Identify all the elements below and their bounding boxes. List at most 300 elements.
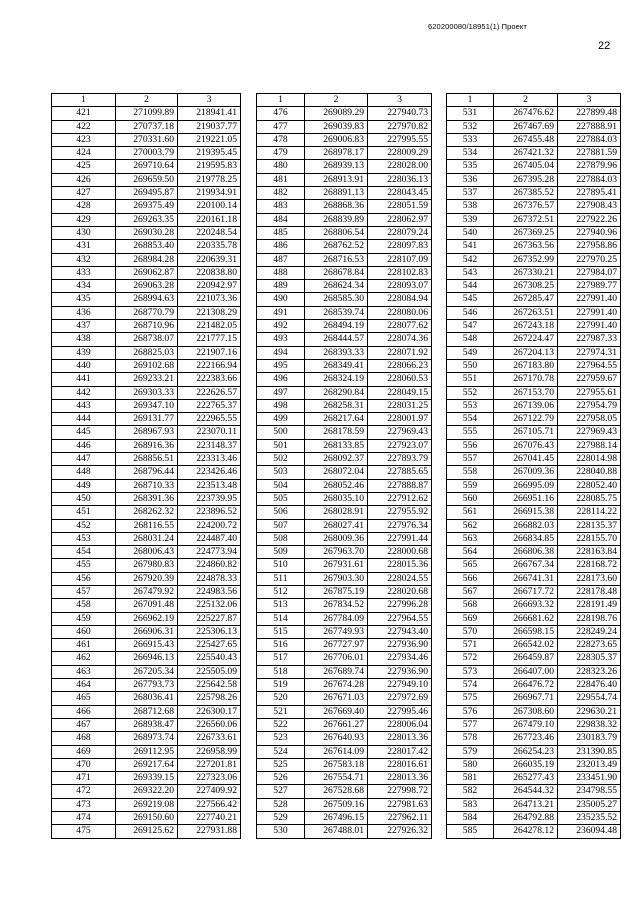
point-number: 452	[52, 519, 116, 532]
table-row	[257, 745, 432, 758]
y-coordinate: 227989.77	[558, 280, 621, 293]
point-number: 486	[257, 240, 305, 253]
y-coordinate: 228114.22	[558, 506, 621, 519]
table-row	[447, 572, 621, 585]
x-coordinate: 269112.95	[116, 745, 178, 758]
table-row	[447, 147, 621, 160]
x-coordinate: 267455.48	[494, 133, 558, 146]
point-number: 479	[257, 147, 305, 160]
x-coordinate: 264278.12	[494, 825, 558, 838]
x-coordinate: 267139.06	[494, 399, 558, 412]
table-row	[257, 679, 432, 692]
point-number: 500	[257, 426, 305, 439]
x-coordinate: 266459.87	[494, 652, 558, 665]
y-coordinate: 227976.34	[368, 519, 432, 532]
x-coordinate: 268973.74	[116, 732, 178, 745]
table-row	[257, 120, 432, 133]
table-row	[257, 266, 432, 279]
column-header: 1	[257, 94, 305, 107]
x-coordinate: 269659.50	[116, 173, 178, 186]
y-coordinate: 228031.25	[368, 399, 432, 412]
x-coordinate: 266035.19	[494, 758, 558, 771]
y-coordinate: 219221.05	[178, 133, 241, 146]
point-number: 441	[52, 373, 116, 386]
point-number: 565	[447, 559, 494, 572]
x-coordinate: 269710.64	[116, 160, 178, 173]
point-number: 496	[257, 373, 305, 386]
x-coordinate: 266717.72	[494, 585, 558, 598]
x-coordinate: 268052.46	[305, 479, 368, 492]
table-row	[52, 453, 241, 466]
y-coordinate: 227323.06	[178, 772, 241, 785]
table-row	[257, 226, 432, 239]
table-row	[257, 572, 432, 585]
x-coordinate: 268539.74	[305, 306, 368, 319]
y-coordinate: 228198.76	[558, 612, 621, 625]
x-coordinate: 268716.53	[305, 253, 368, 266]
x-coordinate: 269347.10	[116, 399, 178, 412]
table-row	[52, 293, 241, 306]
table-row	[257, 506, 432, 519]
table-row	[52, 612, 241, 625]
point-number: 501	[257, 439, 305, 452]
y-coordinate: 223513.48	[178, 479, 241, 492]
table-row	[52, 599, 241, 612]
point-number: 579	[447, 745, 494, 758]
y-coordinate: 227991.40	[558, 293, 621, 306]
x-coordinate: 268349.41	[305, 359, 368, 372]
y-coordinate: 227995.55	[368, 133, 432, 146]
point-number: 485	[257, 226, 305, 239]
y-coordinate: 227943.40	[368, 625, 432, 638]
point-number: 468	[52, 732, 116, 745]
table-row	[52, 187, 241, 200]
point-number: 450	[52, 492, 116, 505]
point-number: 517	[257, 652, 305, 665]
point-number: 464	[52, 679, 116, 692]
point-number: 563	[447, 532, 494, 545]
y-coordinate: 228155.70	[558, 532, 621, 545]
table-row	[447, 546, 621, 559]
x-coordinate: 267671.03	[305, 692, 368, 705]
x-coordinate: 267385.52	[494, 187, 558, 200]
y-coordinate: 228066.23	[368, 359, 432, 372]
point-number: 427	[52, 187, 116, 200]
x-coordinate: 271099.89	[116, 107, 178, 120]
column-header: 2	[116, 94, 178, 107]
point-number: 555	[447, 426, 494, 439]
point-number: 537	[447, 187, 494, 200]
table-row	[52, 413, 241, 426]
table-row	[257, 373, 432, 386]
x-coordinate: 269030.28	[116, 226, 178, 239]
y-coordinate: 222765.37	[178, 399, 241, 412]
table-row	[447, 492, 621, 505]
x-coordinate: 267920.39	[116, 572, 178, 585]
table-row	[52, 306, 241, 319]
x-coordinate: 268290.84	[305, 386, 368, 399]
x-coordinate: 267479.10	[494, 718, 558, 731]
table-row	[52, 798, 241, 811]
point-number: 430	[52, 226, 116, 239]
point-number: 578	[447, 732, 494, 745]
table-row	[447, 679, 621, 692]
table-row	[52, 333, 241, 346]
y-coordinate: 228016.61	[368, 758, 432, 771]
x-coordinate: 267105.71	[494, 426, 558, 439]
y-coordinate: 224487.40	[178, 532, 241, 545]
y-coordinate: 224773.94	[178, 546, 241, 559]
point-number: 511	[257, 572, 305, 585]
point-number: 560	[447, 492, 494, 505]
y-coordinate: 224878.33	[178, 572, 241, 585]
y-coordinate: 222626.57	[178, 386, 241, 399]
point-number: 476	[257, 107, 305, 120]
y-coordinate: 228020.68	[368, 585, 432, 598]
table-row	[52, 585, 241, 598]
y-coordinate: 227958.05	[558, 413, 621, 426]
point-number: 573	[447, 665, 494, 678]
table-row	[52, 532, 241, 545]
y-coordinate: 220942.97	[178, 280, 241, 293]
table-row	[447, 133, 621, 146]
point-number: 541	[447, 240, 494, 253]
point-number: 434	[52, 280, 116, 293]
x-coordinate: 267496.15	[305, 812, 368, 825]
x-coordinate: 267488.01	[305, 825, 368, 838]
table-row	[447, 160, 621, 173]
table-row	[52, 373, 241, 386]
x-coordinate: 269039.83	[305, 120, 368, 133]
point-number: 503	[257, 466, 305, 479]
y-coordinate: 228476.40	[558, 679, 621, 692]
coordinates-table-2	[256, 93, 432, 839]
point-number: 540	[447, 226, 494, 239]
x-coordinate: 267205.34	[116, 665, 178, 678]
y-coordinate: 228093.07	[368, 280, 432, 293]
y-coordinate: 227955.61	[558, 386, 621, 399]
y-coordinate: 228074.36	[368, 333, 432, 346]
y-coordinate: 228071.92	[368, 346, 432, 359]
table-row	[257, 386, 432, 399]
point-number: 499	[257, 413, 305, 426]
table-row	[447, 652, 621, 665]
table-header-row	[257, 94, 432, 107]
point-number: 428	[52, 200, 116, 213]
point-number: 453	[52, 532, 116, 545]
table-row	[447, 732, 621, 745]
y-coordinate: 223148.37	[178, 439, 241, 452]
table-row	[257, 705, 432, 718]
y-coordinate: 232013.49	[558, 758, 621, 771]
point-number: 542	[447, 253, 494, 266]
point-number: 584	[447, 812, 494, 825]
table-row	[257, 359, 432, 372]
y-coordinate: 221482.05	[178, 320, 241, 333]
point-number: 493	[257, 333, 305, 346]
y-coordinate: 227955.92	[368, 506, 432, 519]
y-coordinate: 228323.26	[558, 665, 621, 678]
x-coordinate: 266693.32	[494, 599, 558, 612]
y-coordinate: 228084.94	[368, 293, 432, 306]
point-number: 440	[52, 359, 116, 372]
x-coordinate: 267784.09	[305, 612, 368, 625]
x-coordinate: 268853.40	[116, 240, 178, 253]
y-coordinate: 225306.13	[178, 625, 241, 638]
point-number: 436	[52, 306, 116, 319]
coordinates-table-1	[51, 93, 241, 839]
y-coordinate: 227888.87	[368, 479, 432, 492]
table-row	[447, 798, 621, 811]
x-coordinate: 267330.21	[494, 266, 558, 279]
table-row	[257, 732, 432, 745]
x-coordinate: 269322.20	[116, 785, 178, 798]
table-row	[447, 320, 621, 333]
table-row	[447, 745, 621, 758]
y-coordinate: 228273.65	[558, 639, 621, 652]
x-coordinate: 267706.01	[305, 652, 368, 665]
table-row	[447, 692, 621, 705]
y-coordinate: 228062.97	[368, 213, 432, 226]
x-coordinate: 266476.72	[494, 679, 558, 692]
y-coordinate: 224200.72	[178, 519, 241, 532]
table-row	[52, 399, 241, 412]
x-coordinate: 267528.68	[305, 785, 368, 798]
y-coordinate: 223070.11	[178, 426, 241, 439]
x-coordinate: 267224.47	[494, 333, 558, 346]
y-coordinate: 227912.62	[368, 492, 432, 505]
table-row	[52, 160, 241, 173]
table-row	[447, 413, 621, 426]
y-coordinate: 226560.06	[178, 718, 241, 731]
point-number: 472	[52, 785, 116, 798]
y-coordinate: 227962.11	[368, 812, 432, 825]
x-coordinate: 268710.96	[116, 320, 178, 333]
table-row	[447, 306, 621, 319]
x-coordinate: 269233.21	[116, 373, 178, 386]
point-number: 456	[52, 572, 116, 585]
y-coordinate: 225427.65	[178, 639, 241, 652]
y-coordinate: 227940.73	[368, 107, 432, 120]
table-row	[447, 612, 621, 625]
x-coordinate: 267009.36	[494, 466, 558, 479]
table-row	[52, 479, 241, 492]
table-row	[447, 772, 621, 785]
point-number: 502	[257, 453, 305, 466]
table-header-row	[447, 94, 621, 107]
x-coordinate: 268738.07	[116, 333, 178, 346]
table-row	[52, 732, 241, 745]
column-header: 3	[368, 94, 432, 107]
y-coordinate: 227996.28	[368, 599, 432, 612]
point-number: 519	[257, 679, 305, 692]
table-row	[257, 107, 432, 120]
x-coordinate: 268444.57	[305, 333, 368, 346]
table-row	[257, 147, 432, 160]
point-number: 570	[447, 625, 494, 638]
point-number: 515	[257, 625, 305, 638]
x-coordinate: 267041.45	[494, 453, 558, 466]
point-number: 556	[447, 439, 494, 452]
table-row	[52, 359, 241, 372]
point-number: 461	[52, 639, 116, 652]
x-coordinate: 268391.36	[116, 492, 178, 505]
y-coordinate: 227981.63	[368, 798, 432, 811]
y-coordinate: 224860.82	[178, 559, 241, 572]
x-coordinate: 264792.88	[494, 812, 558, 825]
x-coordinate: 269217.64	[116, 758, 178, 771]
table-row	[52, 133, 241, 146]
point-number: 474	[52, 812, 116, 825]
y-coordinate: 227988.14	[558, 439, 621, 452]
y-coordinate: 227879.96	[558, 160, 621, 173]
point-number: 553	[447, 399, 494, 412]
x-coordinate: 267153.70	[494, 386, 558, 399]
x-coordinate: 268624.34	[305, 280, 368, 293]
point-number: 568	[447, 599, 494, 612]
x-coordinate: 267674.28	[305, 679, 368, 692]
x-coordinate: 268324.19	[305, 373, 368, 386]
table-row	[257, 346, 432, 359]
table-row	[257, 187, 432, 200]
x-coordinate: 267122.79	[494, 413, 558, 426]
table-row	[257, 599, 432, 612]
table-row	[52, 253, 241, 266]
table-row	[447, 107, 621, 120]
point-number: 536	[447, 173, 494, 186]
point-number: 561	[447, 506, 494, 519]
point-number: 424	[52, 147, 116, 160]
y-coordinate: 227991.40	[558, 320, 621, 333]
table-row	[52, 625, 241, 638]
x-coordinate: 267689.74	[305, 665, 368, 678]
point-number: 525	[257, 758, 305, 771]
point-number: 545	[447, 293, 494, 306]
point-number: 469	[52, 745, 116, 758]
y-coordinate: 226733.61	[178, 732, 241, 745]
x-coordinate: 267980.83	[116, 559, 178, 572]
x-coordinate: 267363.56	[494, 240, 558, 253]
table-row	[52, 745, 241, 758]
x-coordinate: 270003.79	[116, 147, 178, 160]
table-row	[447, 506, 621, 519]
table-row	[52, 679, 241, 692]
table-row	[52, 320, 241, 333]
point-number: 518	[257, 665, 305, 678]
y-coordinate: 228191.49	[558, 599, 621, 612]
y-coordinate: 227885.65	[368, 466, 432, 479]
x-coordinate: 267308.60	[494, 705, 558, 718]
y-coordinate: 228006.04	[368, 718, 432, 731]
point-number: 451	[52, 506, 116, 519]
y-coordinate: 228107.09	[368, 253, 432, 266]
x-coordinate: 267903.30	[305, 572, 368, 585]
table-row	[257, 453, 432, 466]
x-coordinate: 267091.48	[116, 599, 178, 612]
x-coordinate: 267661.27	[305, 718, 368, 731]
point-number: 554	[447, 413, 494, 426]
point-number: 498	[257, 399, 305, 412]
x-coordinate: 267308.25	[494, 280, 558, 293]
x-coordinate: 268916.36	[116, 439, 178, 452]
y-coordinate: 228080.06	[368, 306, 432, 319]
table-row	[257, 532, 432, 545]
x-coordinate: 266806.38	[494, 546, 558, 559]
point-number: 557	[447, 453, 494, 466]
point-number: 574	[447, 679, 494, 692]
y-coordinate: 228000.68	[368, 546, 432, 559]
coordinates-table-3	[446, 93, 621, 839]
y-coordinate: 222383.66	[178, 373, 241, 386]
x-coordinate: 268868.36	[305, 200, 368, 213]
table-row	[447, 280, 621, 293]
x-coordinate: 269150.60	[116, 812, 178, 825]
x-coordinate: 269062.87	[116, 266, 178, 279]
table-row	[447, 373, 621, 386]
y-coordinate: 228173.60	[558, 572, 621, 585]
point-number: 582	[447, 785, 494, 798]
table-row	[257, 665, 432, 678]
x-coordinate: 268217.64	[305, 413, 368, 426]
x-coordinate: 267509.16	[305, 798, 368, 811]
x-coordinate: 268770.79	[116, 306, 178, 319]
y-coordinate: 223313.46	[178, 453, 241, 466]
y-coordinate: 227991.40	[558, 306, 621, 319]
table-row	[257, 466, 432, 479]
point-number: 572	[447, 652, 494, 665]
table-row	[447, 346, 621, 359]
y-coordinate: 227970.25	[558, 253, 621, 266]
table-row	[447, 665, 621, 678]
table-row	[447, 625, 621, 638]
table-row	[52, 240, 241, 253]
y-coordinate: 219778.25	[178, 173, 241, 186]
y-coordinate: 227995.46	[368, 705, 432, 718]
table-row	[257, 213, 432, 226]
point-number: 455	[52, 559, 116, 572]
table-row	[447, 399, 621, 412]
x-coordinate: 266967.71	[494, 692, 558, 705]
point-number: 490	[257, 293, 305, 306]
x-coordinate: 267727.97	[305, 639, 368, 652]
point-number: 433	[52, 266, 116, 279]
point-number: 480	[257, 160, 305, 173]
y-coordinate: 227740.21	[178, 812, 241, 825]
x-coordinate: 268006.43	[116, 546, 178, 559]
point-number: 510	[257, 559, 305, 572]
y-coordinate: 229838.32	[558, 718, 621, 731]
x-coordinate: 268712.68	[116, 705, 178, 718]
x-coordinate: 269263.35	[116, 213, 178, 226]
table-row	[257, 612, 432, 625]
x-coordinate: 266598.15	[494, 625, 558, 638]
y-coordinate: 228015.36	[368, 559, 432, 572]
point-number: 514	[257, 612, 305, 625]
y-coordinate: 228009.29	[368, 147, 432, 160]
y-coordinate: 222166.94	[178, 359, 241, 372]
point-number: 487	[257, 253, 305, 266]
table-row	[52, 772, 241, 785]
y-coordinate: 228102.83	[368, 266, 432, 279]
point-number: 435	[52, 293, 116, 306]
x-coordinate: 267405.04	[494, 160, 558, 173]
x-coordinate: 269303.33	[116, 386, 178, 399]
table-row	[447, 187, 621, 200]
table-row	[447, 226, 621, 239]
point-number: 489	[257, 280, 305, 293]
column-header: 1	[52, 94, 116, 107]
point-number: 462	[52, 652, 116, 665]
